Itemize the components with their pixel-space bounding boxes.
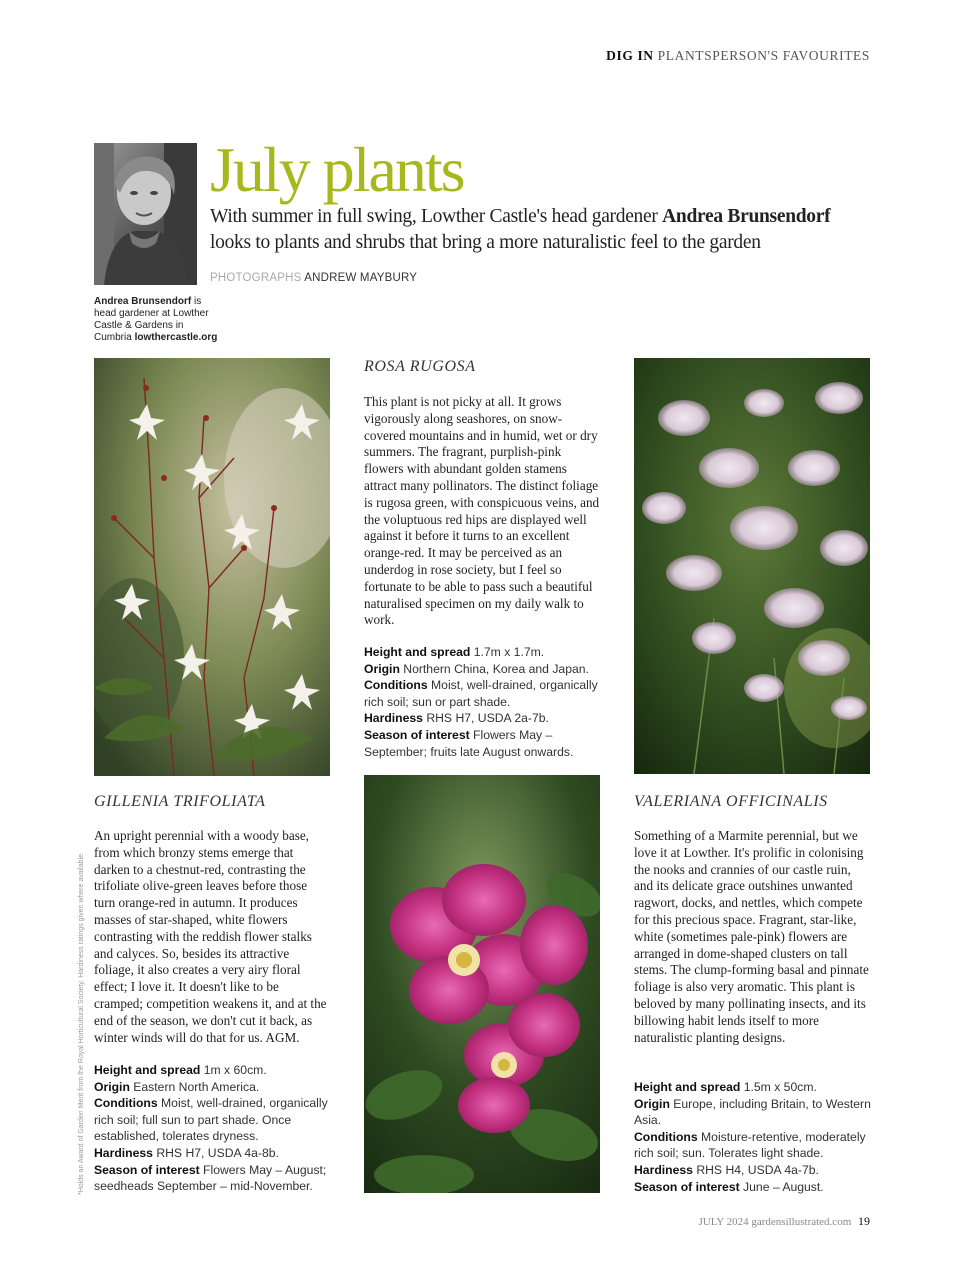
valeriana-facts [634, 1079, 874, 1195]
gillenia-fact-size: Height and spread 1m x 60cm. [94, 1063, 267, 1077]
page-title: July plants [210, 134, 464, 205]
standfirst-before: With summer in full swing, Lowther Castle's head gardener [210, 206, 663, 227]
running-head [606, 48, 870, 64]
bio-name: Andrea Brunsendorf [94, 296, 192, 307]
rosa-facts [364, 644, 602, 760]
gillenia-fact-conditions: Conditions Moist, well-drained, organically rich soil; full sun to part shade. Once established, tolerates dryness. [94, 1096, 328, 1144]
section-label: DIG IN [606, 48, 654, 63]
standfirst-author: Andrea Brunsendorf [662, 206, 831, 227]
valeriana-photo [634, 358, 870, 774]
gillenia-photo [94, 358, 330, 776]
folio [698, 1214, 870, 1229]
valeriana-body: Something of a Marmite perennial, but we love it at Lowther. It's prolific in colonising the nooks and crannies of our castle ruin, and its delicate grace outshines unwanted ragwort, docks, and nettles, which compete for this precious space. Fragrant, star-like, white (sometimes pale-pink) flowers are arranged in dome-shaped clusters on tall stems. The clump-forming basal and pinnate foliage is also very aromatic. This plant is beloved by many pollinating insects, and its billowing habit lends itself to more naturalistic planting designs. [634, 828, 869, 1045]
agm-footnote: *Holds an Award of Garden Merit from the Royal Horticultural Society. Hardiness ratings given where available. [78, 852, 85, 1195]
page-number: 19 [858, 1214, 870, 1228]
series-label: PLANTSPERSON'S FAVOURITES [657, 48, 870, 63]
gillenia-fact-origin: Origin Eastern North America. [94, 1079, 260, 1094]
author-portrait [94, 143, 197, 285]
valeriana-fact-size: Height and spread 1.5m x 50cm. [634, 1080, 817, 1094]
valeriana-fact-season: Season of interest June – August. [634, 1179, 824, 1194]
author-bio [94, 296, 224, 344]
gillenia-name: GILLENIA TRIFOLIATA [94, 793, 266, 810]
gillenia-facts [94, 1062, 334, 1195]
credit-name: ANDREW MAYBURY [304, 272, 418, 284]
standfirst [210, 204, 850, 256]
photo-credit [210, 272, 417, 284]
bio-text: is head gardener at Lowther Castle & Gardens in Cumbria [94, 296, 209, 343]
valeriana-name: VALERIANA OFFICINALIS [634, 793, 828, 810]
valeriana-fact-origin: Origin Europe, including Britain, to Western Asia. [634, 1096, 871, 1128]
folio-issue: JULY 2024 [698, 1216, 749, 1228]
folio-site[interactable]: gardensillustrated.com [751, 1216, 852, 1228]
valeriana-fact-conditions: Conditions Moisture-retentive, moderately rich soil; sun. Tolerates light shade. [634, 1129, 866, 1161]
rosa-body: This plant is not picky at all. It grows vigorously along seashores, on snow-covered mountains and in humid, wet or dry summers. The fragrant, purplish-pink flowers with abundant golden stamens attract many pollinators. The distinct foliage is rugosa green, with conspicuous veins, and the voluptuous red hips are displayed well against it before it turns to an excellent orange-red. It may be perceived as an underdog in rose society, but I feel so fortunate to be able to pass such a beautiful naturalised specimen on my daily walk to work. [364, 394, 600, 628]
gillenia-fact-hardiness: Hardiness RHS H7, USDA 4a-8b. [94, 1145, 279, 1160]
valeriana-fact-hardiness: Hardiness RHS H4, USDA 4a-7b. [634, 1162, 819, 1177]
rosa-name: ROSA RUGOSA [364, 358, 476, 375]
bio-link[interactable]: lowthercastle.org [134, 332, 218, 343]
standfirst-after: looks to plants and shrubs that bring a more naturalistic feel to the garden [210, 232, 761, 253]
rosa-fact-size: Height and spread 1.7m x 1.7m. [364, 645, 545, 659]
rosa-fact-hardiness: Hardiness RHS H7, USDA 2a-7b. [364, 711, 549, 726]
rosa-fact-season: Season of interest Flowers May – September; fruits late August onwards. [364, 727, 574, 759]
gillenia-body: An upright perennial with a woody base, from which bronzy stems emerge that darken to a chestnut-red, contrasting the trifoliate olive-green leaves before those turn orange-red in autumn. It produces masses of star-shaped, white flowers contrasting with the reddish flower stalks and calyces. So, besides its attractive foliage, it also creates a very airy floral effect; I love it. It doesn't like to be cramped; competition weakens it, and at the end of the season, we don't cut it back, as winter winds will do that for us. AGM. [94, 828, 327, 1045]
rosa-fact-conditions: Conditions Moist, well-drained, organically rich soil; sun or part shade. [364, 678, 598, 709]
credit-label: PHOTOGRAPHS [210, 272, 302, 284]
gillenia-fact-season: Season of interest Flowers May – August; seedheads September – mid-November. [94, 1162, 327, 1194]
rosa-fact-origin: Origin Northern China, Korea and Japan. [364, 661, 589, 676]
rosa-photo [364, 775, 600, 1193]
